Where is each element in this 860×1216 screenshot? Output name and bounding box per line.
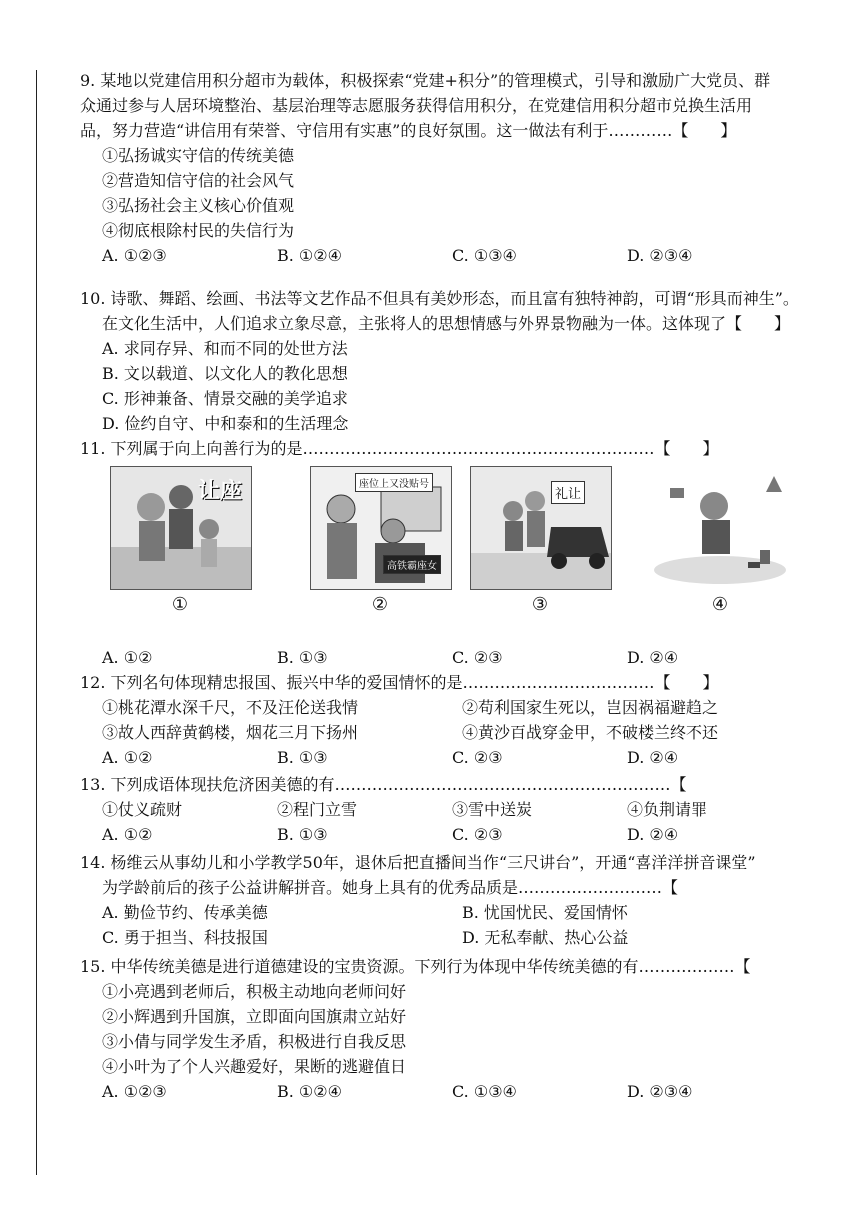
q10-line-2: 在文化生活中，人们追求立象尽意，主张将人的思想情感与外界景物融为一体。这体现了【 】 [102, 314, 791, 333]
q9-line-3: 品，努力营造“讲信用有荣誉、守信用有实惠”的良好氛围。这一做法有利于…………【 】 [80, 121, 737, 140]
q15-option-a[interactable]: A. ①②③ [102, 1082, 167, 1101]
q11-stem: 11. 下列属于向上向善行为的是…………………………………………………………【 】 [80, 439, 719, 458]
q14-option-d[interactable]: D. 无私奉献、热心公益 [462, 928, 629, 947]
question-15 [80, 954, 820, 1104]
q14-options-row-1 [80, 900, 820, 925]
q13-items [80, 797, 820, 822]
pic3-sign: 礼让 [551, 481, 585, 504]
question-13 [80, 772, 820, 847]
question-11 [80, 436, 820, 461]
q9-option-b[interactable]: B. ①②④ [277, 246, 342, 265]
q9-item-4: ④彻底根除村民的失信行为 [102, 221, 295, 240]
q9-item-2: ②营造知信守信的社会风气 [102, 171, 295, 190]
q14-option-c[interactable]: C. 勇于担当、科技报国 [102, 928, 268, 947]
q13-option-b[interactable]: B. ①③ [277, 825, 328, 844]
q15-item-2: ②小辉遇到升国旗，立即面向国旗肃立站好 [102, 1007, 407, 1026]
q11-options-block [80, 645, 820, 670]
q13-item-2: ②程门立雪 [277, 800, 358, 819]
q10-line-1: 10. 诗歌、舞蹈、绘画、书法等文艺作品不但具有美妙形态，而且富有独特神韵，可谓“形具而神生”。 [80, 289, 799, 308]
q13-option-c[interactable]: C. ②③ [452, 825, 503, 844]
question-12 [80, 670, 820, 770]
q10-option-b[interactable]: B. 文以载道、以文化人的教化思想 [102, 364, 348, 383]
q9-option-c[interactable]: C. ①③④ [452, 246, 517, 265]
q11-picture-2 [310, 466, 452, 590]
q11-picture-4 [650, 466, 790, 588]
q11-picture-2-label: ② [371, 594, 389, 615]
q12-option-d[interactable]: D. ②④ [627, 748, 679, 767]
q12-items-row-1 [80, 695, 820, 720]
q12-option-a[interactable]: A. ①② [102, 748, 153, 767]
q11-option-b[interactable]: B. ①③ [277, 648, 328, 667]
q13-item-1: ①仗义疏财 [102, 800, 183, 819]
q13-stem: 13. 下列成语体现扶危济困美德的有………………………………………………………【 [80, 775, 687, 794]
q15-option-d[interactable]: D. ②③④ [627, 1082, 693, 1101]
q11-options [80, 645, 820, 670]
q14-option-b[interactable]: B. 忧国忧民、爱国情怀 [462, 903, 628, 922]
q11-picture-3-label: ③ [531, 594, 549, 615]
q9-option-d[interactable]: D. ②③④ [627, 246, 693, 265]
q9-options [80, 243, 820, 268]
courtesy-crossing-illustration [471, 467, 611, 589]
question-9 [80, 68, 820, 268]
q11-option-c[interactable]: C. ②③ [452, 648, 503, 667]
margin-line [36, 70, 37, 1175]
q12-item-3: ③故人西辞黄鹤楼，烟花三月下扬州 [102, 723, 359, 742]
q11-picture-1 [110, 466, 252, 590]
q11-picture-4-label: ④ [711, 594, 729, 615]
q15-item-4: ④小叶为了个人兴趣爱好，果断的逃避值日 [102, 1057, 407, 1076]
q12-item-4: ④黄沙百战穿金甲，不破楼兰终不还 [462, 723, 719, 742]
q12-items-row-2 [80, 720, 820, 745]
q12-stem: 12. 下列名句体现精忠报国、振兴中华的爱国情怀的是………………………………【 】 [80, 673, 719, 692]
q12-item-1: ①桃花潭水深千尺，不及汪伦送我情 [102, 698, 359, 717]
q11-picture-3 [470, 466, 612, 590]
question-10 [80, 286, 820, 436]
q13-item-4: ④负荆请罪 [627, 800, 708, 819]
q9-option-a[interactable]: A. ①②③ [102, 246, 167, 265]
q11-option-d[interactable]: D. ②④ [627, 648, 679, 667]
q15-option-b[interactable]: B. ①②④ [277, 1082, 342, 1101]
q9-line-2: 众通过参与人居环境整治、基层治理等志愿服务获得信用积分，在党建信用积分超市兑换生活用 [80, 96, 753, 115]
q12-option-c[interactable]: C. ②③ [452, 748, 503, 767]
q12-item-2: ②苟利国家生死以，岂因祸福避趋之 [462, 698, 719, 717]
q15-item-1: ①小亮遇到老师后，积极主动地向老师问好 [102, 982, 407, 1001]
q11-picture-1-label: ① [171, 594, 189, 615]
pic1-caption: 让座 [198, 479, 243, 504]
q9-line-1: 9. 某地以党建信用积分超市为载体，积极探索“党建+积分”的管理模式，引导和激励广大党员、群 [80, 71, 771, 90]
q12-options [80, 745, 820, 770]
q10-option-d[interactable]: D. 俭约自守、中和泰和的生活理念 [102, 414, 349, 433]
littering-illustration [650, 466, 790, 588]
q9-item-1: ①弘扬诚实守信的传统美德 [102, 146, 295, 165]
q15-options [80, 1079, 820, 1104]
q12-option-b[interactable]: B. ①③ [277, 748, 328, 767]
q15-item-3: ③小倩与同学发生矛盾，积极进行自我反思 [102, 1032, 407, 1051]
q10-option-c[interactable]: C. 形神兼备、情景交融的美学追求 [102, 389, 348, 408]
q13-option-d[interactable]: D. ②④ [627, 825, 679, 844]
q13-item-3: ③雪中送炭 [452, 800, 533, 819]
q9-item-3: ③弘扬社会主义核心价值观 [102, 196, 295, 215]
q11-option-a[interactable]: A. ①② [102, 648, 153, 667]
q11-pictures [110, 466, 810, 616]
q14-line-1: 14. 杨维云从事幼儿和小学教学50年，退休后把直播间当作“三尺讲台”，开通“喜洋洋拼音课堂” [80, 853, 756, 872]
q10-option-a[interactable]: A. 求同存异、和而不同的处世方法 [102, 339, 348, 358]
q15-option-c[interactable]: C. ①③④ [452, 1082, 517, 1101]
q13-option-a[interactable]: A. ①② [102, 825, 153, 844]
q14-line-2: 为学龄前后的孩子公益讲解拼音。她身上具有的优秀品质是………………………【 [102, 878, 679, 897]
question-14 [80, 850, 820, 950]
pic2-speech-bubble: 座位上又没贴号 [355, 473, 433, 492]
q14-options-row-2 [80, 925, 820, 950]
q13-options [80, 822, 820, 847]
q15-stem: 15. 中华传统美德是进行道德建设的宝贵资源。下列行为体现中华传统美德的有………………【 [80, 957, 751, 976]
q14-option-a[interactable]: A. 勤俭节约、传承美德 [102, 903, 268, 922]
pic2-label-tag: 高铁霸座女 [383, 555, 441, 574]
